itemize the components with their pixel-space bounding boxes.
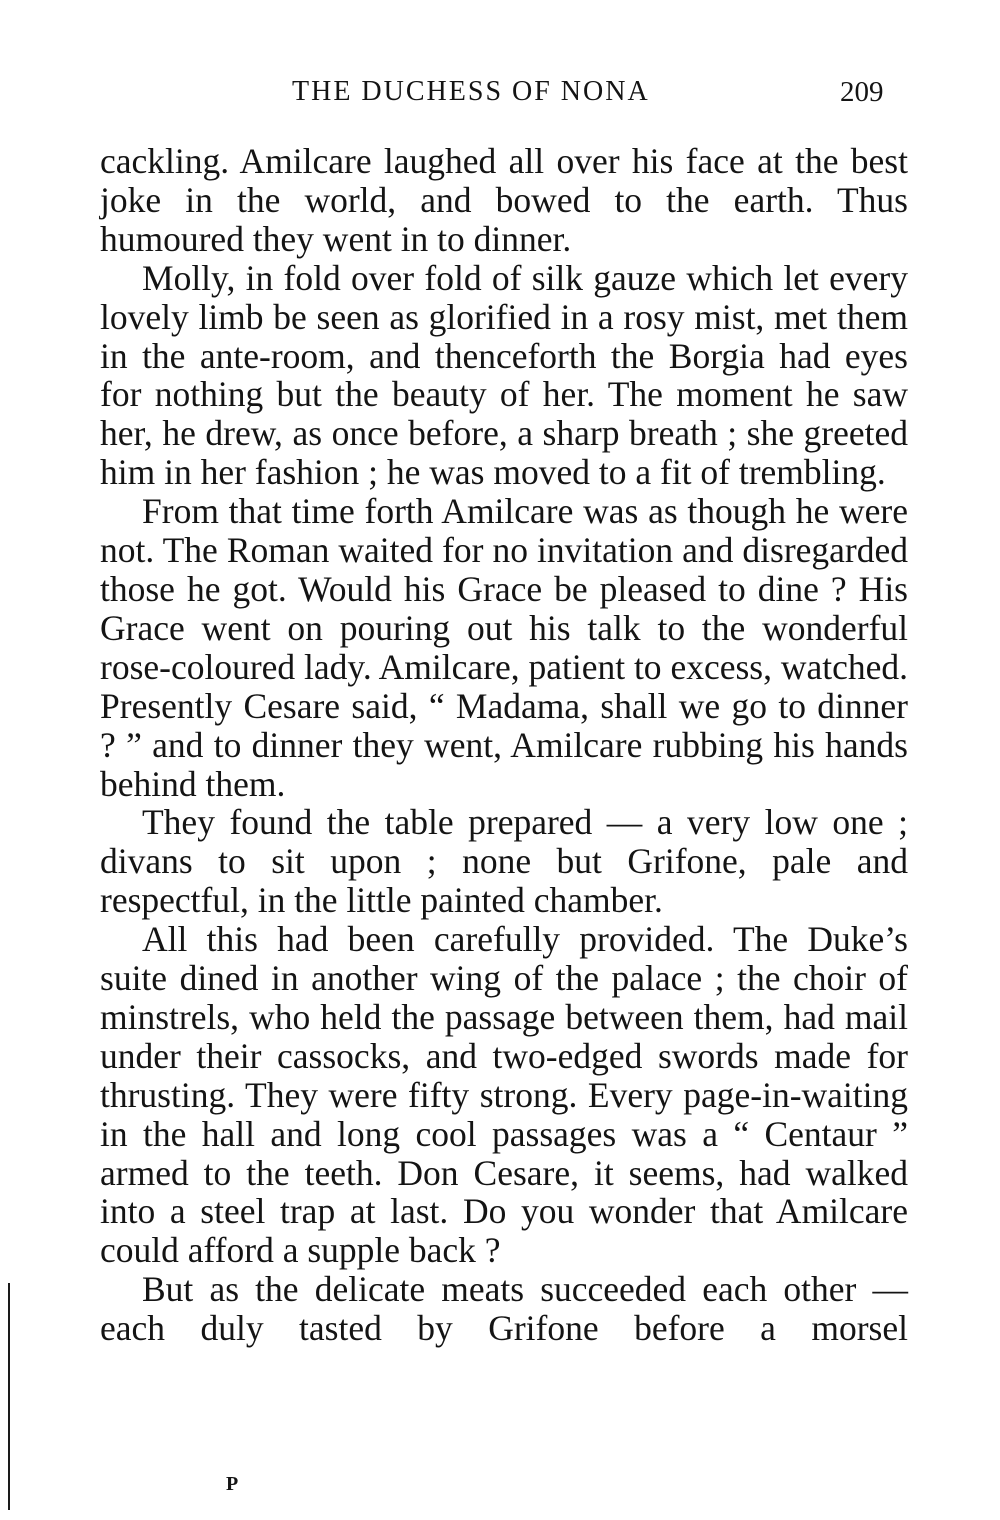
page-number: 209 bbox=[840, 76, 884, 108]
running-title: THE DUCHESS OF NONA bbox=[292, 76, 650, 107]
running-head bbox=[0, 72, 1000, 112]
signature-mark: P bbox=[226, 1473, 239, 1495]
margin-rule bbox=[8, 1283, 10, 1510]
paragraph-5: All this had been carefully provided. The Duke’s suite dined in another wing of the palace ; the choir of minstrels, who held the passage between them, had mail under their cassocks, and two-edged swords made for thrusting. They were fifty strong. Every page-in-waiting in the hall and long cool passages was a “ Centaur ” armed to the teeth. Don Cesare, it seems, had walked into a steel trap at last. Do you wonder that Amilcare could afford a supple back ? bbox=[100, 919, 908, 1271]
paragraph-6: But as the delicate meats succeeded each other — each duly tasted by Grifone before a morsel bbox=[100, 1269, 908, 1349]
paragraph-2: Molly, in fold over fold of silk gauze which let every lovely limb be seen as glorified in a rosy mist, met them in the ante-room, and thenceforth the Borgia had eyes for nothing but the beauty of her. The moment he saw her, he drew, as once before, a sharp breath ; she greeted him in her fashion ; he was moved to a fit of trembling. bbox=[100, 257, 908, 493]
paragraph-3: From that time forth Amilcare was as though he were not. The Roman waited for no invitation and disregarded those he got. Would his Grace be pleased to dine ? His Grace went on pouring out his talk to the wonderful rose-coloured lady. Amilcare, patient to excess, watched. Presently Cesare said, “ Madama, shall we go to dinner ? ” and to dinner they went, Amilcare rubbing his hands behind them. bbox=[100, 491, 908, 804]
paragraph-4: They found the table prepared — a very low one ; divans to sit upon ; none but Grifone, pale and respectful, in the little painted chamber. bbox=[100, 802, 908, 921]
paragraph-1: cackling. Amilcare laughed all over his face at the best joke in the world, and bowed to the earth. Thus humoured they went in to dinner. bbox=[100, 141, 908, 259]
body-text bbox=[100, 142, 908, 1348]
